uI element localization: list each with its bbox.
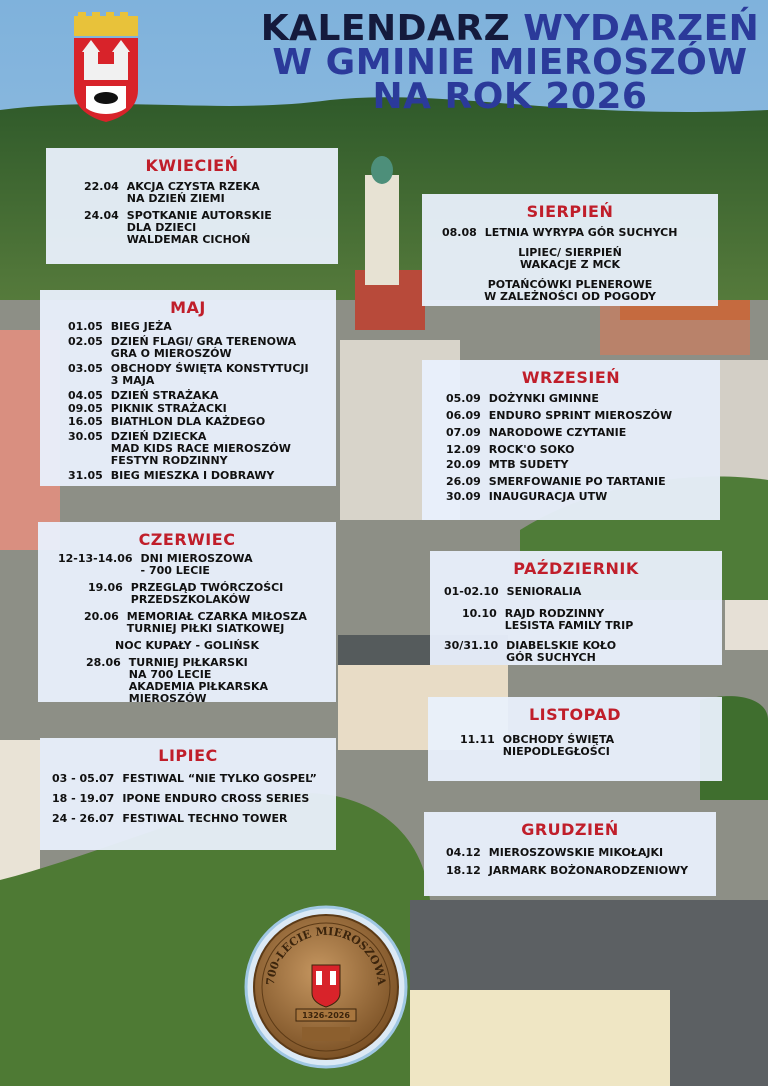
event-row: 06.09 ENDURO SPRINT MIEROSZÓW [446,409,673,422]
title-line2: W GMINIE MIEROSZÓW [272,42,748,83]
event-row: 26.09 SMERFOWANIE PO TARTANIE [446,475,666,488]
event-row: 18 - 19.07 IPONE ENDURO CROSS SERIES [52,792,310,805]
month-card-listopad [428,697,722,781]
event-row: 18.12 JARMARK BOŻONARODZENIOWY [446,864,689,877]
title-line1-b: WYDARZEŃ [523,8,760,49]
event-row: 03 - 05.07 FESTIWAL “NIE TYLKO GOSPEL” [52,772,317,785]
event-row: LIPIEC/ SIERPIEŃ WAKACJE Z MCK [518,246,622,271]
event-row: 20.06 MEMORIAŁ CZARKA MIŁOSZA TURNIEJ PIŁKI SIATKOWEJ [84,610,307,635]
event-row: 01-02.10 SENIORALIA [444,585,582,598]
month-heading: GRUDZIEŃ [521,820,619,839]
month-heading: LIPIEC [158,746,218,765]
event-row: 04.12 MIEROSZOWSKIE MIKOŁAJKI [446,846,664,859]
title-line1-a: KALENDARZ [260,8,511,49]
event-row: 24.04 SPOTKANIE AUTORSKIE DLA DZIECI WALDEMAR CICHOŃ [84,209,272,246]
event-row: 07.09 NARODOWE CZYTANIE [446,426,627,439]
month-heading: WRZESIEŃ [521,368,621,387]
event-row: 16.05 BIATHLON DLA KAŻDEGO [68,415,266,428]
event-row: 12-13-14.06 DNI MIEROSZOWA - 700 LECIE [58,552,253,577]
month-card-pazdziernik [430,551,722,665]
event-row: 09.05 PIKNIK STRAŻACKI [68,402,227,415]
month-heading: CZERWIEC [138,530,236,549]
month-card-czerwiec [38,522,336,705]
month-heading: SIERPIEŃ [526,202,614,221]
event-row: 02.05 DZIEŃ FLAGI/ GRA TERENOWA GRA O MIEROSZÓW [68,335,297,360]
month-card-grudzien [424,812,716,896]
crest-icon [72,12,140,122]
month-heading: LISTOPAD [528,705,622,724]
event-row: 30.05 DZIEŃ DZIECKA MAD KIDS RACE MIEROSZÓW FESTYN RODZINNY [68,430,291,467]
event-row: 24 - 26.07 FESTIWAL TECHNO TOWER [52,812,288,825]
page-title [250,8,768,117]
event-row: 19.06 PRZEGLĄD TWÓRCZOŚCI PRZEDSZKOLAKÓW [88,581,284,606]
event-row: 04.05 DZIEŃ STRAŻAKA [68,389,219,402]
month-card-kwiecien [46,148,338,264]
month-card-maj [40,290,336,486]
event-row: 01.05 BIEG JEŻA [68,320,172,333]
anniversary-medal-icon [244,905,408,1069]
event-row: 20.09 MTB SUDETY [446,458,569,471]
event-row: 05.09 DOŻYNKI GMINNE [446,392,599,405]
event-row: 11.11 OBCHODY ŚWIĘTA NIEPODLEGŁOŚCI [460,733,615,758]
event-row: 30.09 INAUGURACJA UTW [446,490,608,503]
event-row: 08.08 LETNIA WYRYPA GÓR SUCHYCH [442,226,678,239]
event-row: 30/31.10 DIABELSKIE KOŁO GÓR SUCHYCH [444,639,617,664]
event-row: 31.05 BIEG MIESZKA I DOBRAWY [68,469,275,482]
medal-years: 1326-2026 [302,1011,350,1020]
title-line3: NA ROK 2026 [372,76,648,117]
event-row: POTAŃCÓWKI PLENEROWE W ZALEŻNOŚCI OD POGODY [484,278,656,303]
event-row: NOC KUPAŁY - GOLIŃSK [115,639,259,652]
month-heading: PAŹDZIERNIK [513,559,639,578]
event-row: 10.10 RAJD RODZINNY LESISTA FAMILY TRIP [462,607,634,632]
medal-arc-text: 700-LECIE MIEROSZOWA [263,924,389,986]
month-card-lipiec [40,738,336,850]
event-row: 03.05 OBCHODY ŚWIĘTA KONSTYTUCJI 3 MAJA [68,362,309,387]
event-row: 22.04 AKCJA CZYSTA RZEKA NA DZIEŃ ZIEMI [84,180,260,205]
month-heading: KWIECIEŃ [145,156,239,175]
event-row: 28.06 TURNIEJ PIŁKARSKI NA 700 LECIE AKADEMIA PIŁKARSKA MIEROSZÓW [86,656,269,705]
month-card-sierpien [422,194,718,306]
event-row: 12.09 ROCK'O SOKO [446,443,575,456]
month-card-wrzesien [422,360,720,520]
month-heading: MAJ [170,298,206,317]
